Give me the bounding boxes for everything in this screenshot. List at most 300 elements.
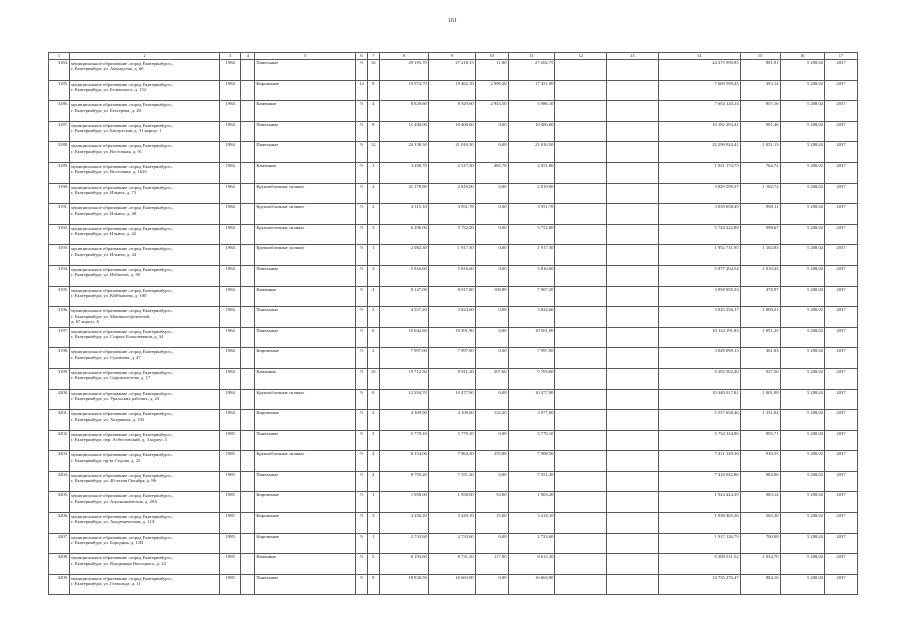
address-line: муниципальное образование «город Екатеринбург»,	[71, 81, 173, 87]
column-header: 13	[607, 53, 659, 60]
address-line: г. Екатеринбург, ул. Агрономическая, д. 29А	[71, 498, 158, 504]
planned-year-cell: 2037	[825, 492, 858, 513]
max-unit-cost-cell: 5 208,02	[780, 574, 825, 595]
planned-year-cell: 2037	[825, 162, 858, 183]
blank-cell	[555, 224, 607, 245]
address-line: муниципальное образование «город Екатеринбург»,	[71, 308, 173, 314]
wall-material-cell: Панельные	[255, 574, 356, 595]
row-number: 3186.	[49, 101, 70, 122]
floors-cell: 9	[356, 451, 368, 472]
residential-area-cell: 10 477,90	[508, 389, 555, 410]
blank-cell	[241, 430, 255, 451]
blank-cell	[607, 327, 659, 348]
total-area-cell: 4 557,20	[379, 307, 428, 328]
premises-area-cell: 2 733,60	[428, 533, 475, 554]
address-line: г. Екатеринбург, ул. Избиотов, д. 90	[71, 272, 141, 278]
total-area-cell: 8 829,60	[379, 101, 428, 122]
year-built-cell: 1984	[220, 101, 241, 122]
blank-cell	[241, 533, 255, 554]
blank-cell	[241, 142, 255, 163]
premises-area-cell: 19 462,10	[428, 80, 475, 101]
address-line: муниципальное образование «город Екатеринбург»,	[71, 555, 173, 561]
total-area-cell: 18 830,50	[379, 574, 428, 595]
non-residential-area-cell: 0,00	[475, 307, 508, 328]
planned-year-cell: 2037	[825, 101, 858, 122]
floors-cell: 9	[356, 348, 368, 369]
row-number: 3206.	[49, 513, 70, 534]
wall-material-cell: Каменные	[255, 554, 356, 575]
table-row	[49, 430, 858, 451]
non-residential-area-cell: 2 943,50	[475, 101, 508, 122]
blank-cell	[241, 574, 255, 595]
blank-cell	[241, 451, 255, 472]
residential-area-cell: 8 613,30	[508, 554, 555, 575]
blank-cell	[607, 492, 659, 513]
blank-cell	[555, 389, 607, 410]
address-cell	[70, 101, 220, 122]
unit-cost-cell: 1 034,79	[740, 554, 780, 575]
table-row	[49, 204, 858, 225]
blank-cell	[607, 121, 659, 142]
planned-year-cell: 2037	[825, 286, 858, 307]
blank-cell	[607, 245, 659, 266]
total-area-cell: 11 400,00	[379, 121, 428, 142]
total-area-cell: 24 138,50	[379, 142, 428, 163]
blank-cell	[607, 224, 659, 245]
address-line: муниципальное образование «город Екатеринбург»,	[71, 431, 173, 437]
non-residential-area-cell: 0,00	[475, 121, 508, 142]
wall-material-cell: Панельные	[255, 121, 356, 142]
max-unit-cost-cell: 5 208,02	[780, 513, 825, 534]
total-area-cell: 19 712,50	[379, 368, 428, 389]
year-built-cell: 1985	[220, 492, 241, 513]
unit-cost-cell: 998,67	[740, 224, 780, 245]
table-row	[49, 410, 858, 431]
non-residential-area-cell: 117,90	[475, 554, 508, 575]
blank-cell	[555, 307, 607, 328]
address-line: д. 67 корпус А	[71, 318, 100, 324]
entrances-cell: 3	[367, 513, 379, 534]
residential-area-cell: 27 202,75	[508, 60, 555, 81]
floors-cell: 9	[356, 368, 368, 389]
address-line: г. Екатеринбург, ул. Академическая, д. 11А	[71, 519, 155, 525]
max-unit-cost-cell: 5 208,02	[780, 533, 825, 554]
non-residential-area-cell: 0,00	[475, 574, 508, 595]
blank-cell	[555, 60, 607, 81]
total-area-cell: 8 793,20	[379, 471, 428, 492]
row-number: 3200.	[49, 389, 70, 410]
non-residential-area-cell: 0,00	[475, 245, 508, 266]
address-line: г. Екатеринбург, ул. Сыромолотова, д. 17	[71, 375, 151, 381]
year-built-cell: 1984	[220, 80, 241, 101]
address-line: муниципальное образование «город Екатеринбург»,	[71, 287, 173, 293]
table-row	[49, 327, 858, 348]
floors-cell: 9	[356, 162, 368, 183]
residential-area-cell: 10 501,90	[508, 327, 555, 348]
total-area-cell: 5 779,10	[379, 430, 428, 451]
unit-cost-cell: 764,72	[740, 162, 780, 183]
planned-year-cell: 2037	[825, 513, 858, 534]
year-built-cell: 1985	[220, 430, 241, 451]
residential-area-cell: 7 908,50	[508, 451, 555, 472]
total-area-cell: 3 290,70	[379, 162, 428, 183]
blank-cell	[607, 348, 659, 369]
repair-cost-cell: 5 557 658,46	[658, 410, 740, 431]
address-line: муниципальное образование «город Екатеринбург»,	[71, 411, 173, 417]
table-row	[49, 245, 858, 266]
blank-cell	[555, 245, 607, 266]
address-line: муниципальное образование «город Екатеринбург»,	[71, 534, 173, 540]
address-line: муниципальное образование «город Екатеринбург»,	[71, 328, 173, 334]
entrances-cell: 8	[367, 80, 379, 101]
wall-material-cell: Крупноблочные силикат	[255, 389, 356, 410]
address-line: муниципальное образование «город Екатеринбург»,	[71, 390, 173, 396]
blank-cell	[555, 101, 607, 122]
table-row	[49, 265, 858, 286]
repair-cost-cell: 10 440 017,81	[658, 389, 740, 410]
floors-cell: 9	[356, 471, 368, 492]
non-residential-area-cell: 15,00	[475, 513, 508, 534]
row-number: 3190.	[49, 183, 70, 204]
floors-cell: 9	[356, 554, 368, 575]
blank-cell	[241, 60, 255, 81]
floors-cell: 9	[356, 60, 368, 81]
housing-register-table	[48, 52, 858, 595]
address-line: г. Екатеринбург, ул. Бородина, д. 11В	[71, 540, 144, 546]
address-line: муниципальное образование «город Екатеринбург»,	[71, 452, 173, 458]
address-cell	[70, 80, 220, 101]
floors-cell: 9	[356, 430, 368, 451]
blank-cell	[555, 471, 607, 492]
repair-cost-cell: 3 829 599,37	[658, 183, 740, 204]
blank-cell	[241, 265, 255, 286]
column-header: 11	[508, 53, 555, 60]
address-line: муниципальное образование «город Екатеринбург»,	[71, 369, 173, 375]
table-row	[49, 492, 858, 513]
non-residential-area-cell: 0,00	[475, 430, 508, 451]
wall-material-cell: Панельные	[255, 430, 356, 451]
row-number: 3201.	[49, 410, 70, 431]
repair-cost-cell: 1 924 444,39	[658, 492, 740, 513]
address-cell	[70, 554, 220, 575]
max-unit-cost-cell: 5 208,02	[780, 307, 825, 328]
blank-cell	[555, 162, 607, 183]
wall-material-cell: Каменные	[255, 162, 356, 183]
non-residential-area-cell: 207,60	[475, 368, 508, 389]
blank-cell	[555, 265, 607, 286]
premises-area-cell: 1 958,00	[428, 492, 475, 513]
wall-material-cell: Кирпичные	[255, 513, 356, 534]
non-residential-area-cell: 2 090,20	[475, 80, 508, 101]
planned-year-cell: 2037	[825, 368, 858, 389]
repair-cost-cell: 7 654 120,14	[658, 101, 740, 122]
row-number: 3189.	[49, 162, 70, 183]
repair-cost-cell: 22 299 024,41	[658, 142, 740, 163]
blank-cell	[555, 451, 607, 472]
unit-cost-cell: 1 351,04	[740, 410, 780, 431]
planned-year-cell: 2037	[825, 348, 858, 369]
entrances-cell: 8	[367, 574, 379, 595]
entrances-cell: 2	[367, 348, 379, 369]
blank-cell	[241, 471, 255, 492]
unit-cost-cell: 891,91	[740, 60, 780, 81]
address-cell	[70, 492, 220, 513]
repair-cost-cell: 3 858 950,33	[658, 286, 740, 307]
blank-cell	[241, 204, 255, 225]
repair-cost-cell: 9 292 562,20	[658, 368, 740, 389]
table-row	[49, 162, 858, 183]
wall-material-cell: Панельные	[255, 307, 356, 328]
premises-area-cell: 9 911,20	[428, 368, 475, 389]
blank-cell	[607, 80, 659, 101]
address-cell	[70, 307, 220, 328]
year-built-cell: 1984	[220, 204, 241, 225]
table-row	[49, 389, 858, 410]
premises-area-cell: 8 929,60	[428, 101, 475, 122]
blank-cell	[607, 307, 659, 328]
floors-cell: 9	[356, 513, 368, 534]
residential-area-cell: 17 451,90	[508, 80, 555, 101]
entrances-cell: 5	[367, 554, 379, 575]
table-row	[49, 121, 858, 142]
premises-area-cell: 7 964,30	[428, 451, 475, 472]
total-area-cell: 29 193,70	[379, 60, 428, 81]
year-built-cell: 1985	[220, 574, 241, 595]
non-residential-area-cell: 0,00	[475, 183, 508, 204]
address-cell	[70, 224, 220, 245]
repair-cost-cell: 9 309 531,52	[658, 554, 740, 575]
table-row	[49, 224, 858, 245]
table-row	[49, 80, 858, 101]
floors-cell: 9	[356, 142, 368, 163]
max-unit-cost-cell: 5 208,02	[780, 286, 825, 307]
non-residential-area-cell: 53,80	[475, 492, 508, 513]
floors-cell: 9	[356, 183, 368, 204]
address-line: г. Екатеринбург, ул. Куйбышева, д. 100	[71, 292, 147, 298]
planned-year-cell: 2037	[825, 471, 858, 492]
address-line: муниципальное образование «город Екатеринбург»,	[71, 472, 173, 478]
address-cell	[70, 183, 220, 204]
blank-cell	[607, 554, 659, 575]
year-built-cell: 1985	[220, 533, 241, 554]
wall-material-cell: Крупноблочные силикат	[255, 183, 356, 204]
row-number: 3192.	[49, 224, 70, 245]
column-header: 15	[740, 53, 780, 60]
residential-area-cell: 7 551,20	[508, 471, 555, 492]
column-number-header	[49, 53, 858, 60]
floors-cell: 14	[356, 80, 368, 101]
max-unit-cost-cell: 5 208,02	[780, 204, 825, 225]
residential-area-cell: 2 733,60	[508, 533, 555, 554]
wall-material-cell: Кирпичные	[255, 348, 356, 369]
planned-year-cell: 2037	[825, 533, 858, 554]
address-line: г. Екатеринбург, ул. Ильича, д. 73	[71, 189, 137, 195]
address-line: муниципальное образование «город Екатеринбург»,	[71, 225, 173, 231]
residential-area-cell: 1 903,20	[508, 492, 555, 513]
address-line: г. Екатеринбург, ул. Амундсена, д. 60	[71, 66, 144, 72]
address-cell	[70, 245, 220, 266]
year-built-cell: 1984	[220, 60, 241, 81]
table-body	[49, 60, 858, 595]
total-area-cell: 10 642,60	[379, 327, 428, 348]
blank-cell	[555, 204, 607, 225]
planned-year-cell: 2037	[825, 265, 858, 286]
blank-cell	[607, 286, 659, 307]
blank-cell	[607, 471, 659, 492]
unit-cost-cell: 857,16	[740, 101, 780, 122]
address-line: муниципальное образование «город Екатеринбург»,	[71, 143, 173, 149]
row-number: 3203.	[49, 451, 70, 472]
entrances-cell: 6	[367, 327, 379, 348]
entrances-cell: 4	[367, 451, 379, 472]
residential-area-cell: 2 051,80	[508, 162, 555, 183]
non-residential-area-cell: 132,20	[475, 410, 508, 431]
blank-cell	[555, 533, 607, 554]
blank-cell	[241, 245, 255, 266]
premises-area-cell: 27 218,15	[428, 60, 475, 81]
planned-year-cell: 2037	[825, 430, 858, 451]
premises-area-cell: 5 752,00	[428, 224, 475, 245]
entrances-cell: 2	[367, 410, 379, 431]
residential-area-cell: 7 997,00	[508, 348, 555, 369]
max-unit-cost-cell: 5 208,02	[780, 265, 825, 286]
max-unit-cost-cell: 5 208,02	[780, 430, 825, 451]
max-unit-cost-cell: 5 208,02	[780, 492, 825, 513]
entrances-cell: 8	[367, 389, 379, 410]
premises-area-cell: 5 816,60	[428, 265, 475, 286]
row-number: 3196.	[49, 307, 70, 328]
address-cell	[70, 327, 220, 348]
wall-material-cell: Крупноблочные силикат	[255, 204, 356, 225]
total-area-cell: 7 997,00	[379, 348, 428, 369]
blank-cell	[607, 430, 659, 451]
repair-cost-cell: 5 744 322,89	[658, 224, 740, 245]
address-line: муниципальное образование «город Екатеринбург»,	[71, 184, 173, 190]
row-number: 3204.	[49, 471, 70, 492]
address-cell	[70, 533, 220, 554]
unit-cost-cell: 565,30	[740, 513, 780, 534]
entrances-cell: 2	[367, 183, 379, 204]
floors-cell: 9	[356, 410, 368, 431]
address-line: муниципальное образование «город Екатеринбург»,	[71, 349, 173, 355]
row-number: 3198.	[49, 348, 70, 369]
repair-cost-cell: 1 938 465,56	[658, 513, 740, 534]
wall-material-cell: Крупноблочные силикат	[255, 245, 356, 266]
blank-cell	[607, 101, 659, 122]
table-row	[49, 101, 858, 122]
address-cell	[70, 368, 220, 389]
total-area-cell: 1 958,00	[379, 492, 428, 513]
row-number: 3199.	[49, 368, 70, 389]
max-unit-cost-cell: 5 208,02	[780, 101, 825, 122]
total-area-cell: 4 256,20	[379, 513, 428, 534]
row-number: 3197.	[49, 327, 70, 348]
row-number: 3194.	[49, 265, 70, 286]
year-built-cell: 1984	[220, 410, 241, 431]
total-area-cell: 8 147,00	[379, 286, 428, 307]
entrances-cell: 2	[367, 307, 379, 328]
max-unit-cost-cell: 5 208,02	[780, 245, 825, 266]
total-area-cell: 2 082,30	[379, 245, 428, 266]
floors-cell: 9	[356, 204, 368, 225]
blank-cell	[241, 389, 255, 410]
non-residential-area-cell: 0,00	[475, 533, 508, 554]
premises-area-cell: 8 017,00	[428, 286, 475, 307]
address-line: г. Екатеринбург, ул. Машиностроителей,	[71, 313, 151, 319]
max-unit-cost-cell: 5 208,02	[780, 327, 825, 348]
planned-year-cell: 2037	[825, 204, 858, 225]
blank-cell	[555, 492, 607, 513]
total-area-cell: 41 178,90	[379, 183, 428, 204]
planned-year-cell: 2037	[825, 224, 858, 245]
entrances-cell: 4	[367, 101, 379, 122]
premises-area-cell: 7 997,00	[428, 348, 475, 369]
non-residential-area-cell: 109,80	[475, 286, 508, 307]
blank-cell	[241, 327, 255, 348]
residential-area-cell: 3 824,60	[508, 307, 555, 328]
total-area-cell: 2 733,60	[379, 533, 428, 554]
floors-cell: 9	[356, 574, 368, 595]
blank-cell	[241, 286, 255, 307]
max-unit-cost-cell: 5 208,02	[780, 121, 825, 142]
table-row	[49, 574, 858, 595]
year-built-cell: 1985	[220, 471, 241, 492]
unit-cost-cell: 984,06	[740, 471, 780, 492]
year-built-cell: 1985	[220, 451, 241, 472]
row-number: 3195.	[49, 286, 70, 307]
repair-cost-cell: 10 182 293,41	[658, 121, 740, 142]
max-unit-cost-cell: 5 208,02	[780, 162, 825, 183]
address-line: г. Екатеринбург, ул. Хохрякова, д. 103	[71, 416, 145, 422]
premises-area-cell: 10 400,00	[428, 121, 475, 142]
floors-cell: 9	[356, 265, 368, 286]
blank-cell	[607, 410, 659, 431]
residential-area-cell: 21 010,50	[508, 142, 555, 163]
premises-area-cell: 21 010,50	[428, 142, 475, 163]
unit-cost-cell: 995,71	[740, 430, 780, 451]
repair-cost-cell: 1 952 731,95	[658, 245, 740, 266]
row-number: 3209.	[49, 574, 70, 595]
address-line: г. Екатеринбург, ул. Старых Большевиков, д. 34	[71, 334, 164, 340]
address-cell	[70, 471, 220, 492]
unit-cost-cell: 1 102,72	[740, 183, 780, 204]
entrances-cell: 4	[367, 471, 379, 492]
wall-material-cell: Панельные	[255, 327, 356, 348]
blank-cell	[555, 80, 607, 101]
address-cell	[70, 451, 220, 472]
unit-cost-cell: 1 051,25	[740, 327, 780, 348]
blank-cell	[607, 183, 659, 204]
total-area-cell: 5 816,60	[379, 265, 428, 286]
year-built-cell: 1984	[220, 245, 241, 266]
address-line: г. Екатеринбург, ул. Белинского, д. 152	[71, 87, 147, 92]
address-cell	[70, 121, 220, 142]
repair-cost-cell: 3 849 099,13	[658, 348, 740, 369]
premises-area-cell: 2 819,00	[428, 183, 475, 204]
column-header: 12	[555, 53, 607, 60]
repair-cost-cell: 14 735 276,47	[658, 574, 740, 595]
address-line: г. Екатеринбург, ул. Готвальда, д. 11	[71, 581, 141, 587]
column-header: 8	[379, 53, 428, 60]
address-line: муниципальное образование «город Екатеринбург»,	[71, 205, 173, 211]
column-header: 6	[356, 53, 368, 60]
floors-cell: 9	[356, 224, 368, 245]
table-row	[49, 183, 858, 204]
repair-cost-cell: 7 411 149,30	[658, 451, 740, 472]
unit-cost-cell: 884,16	[740, 574, 780, 595]
residential-area-cell: 10 400,00	[508, 121, 555, 142]
blank-cell	[241, 513, 255, 534]
